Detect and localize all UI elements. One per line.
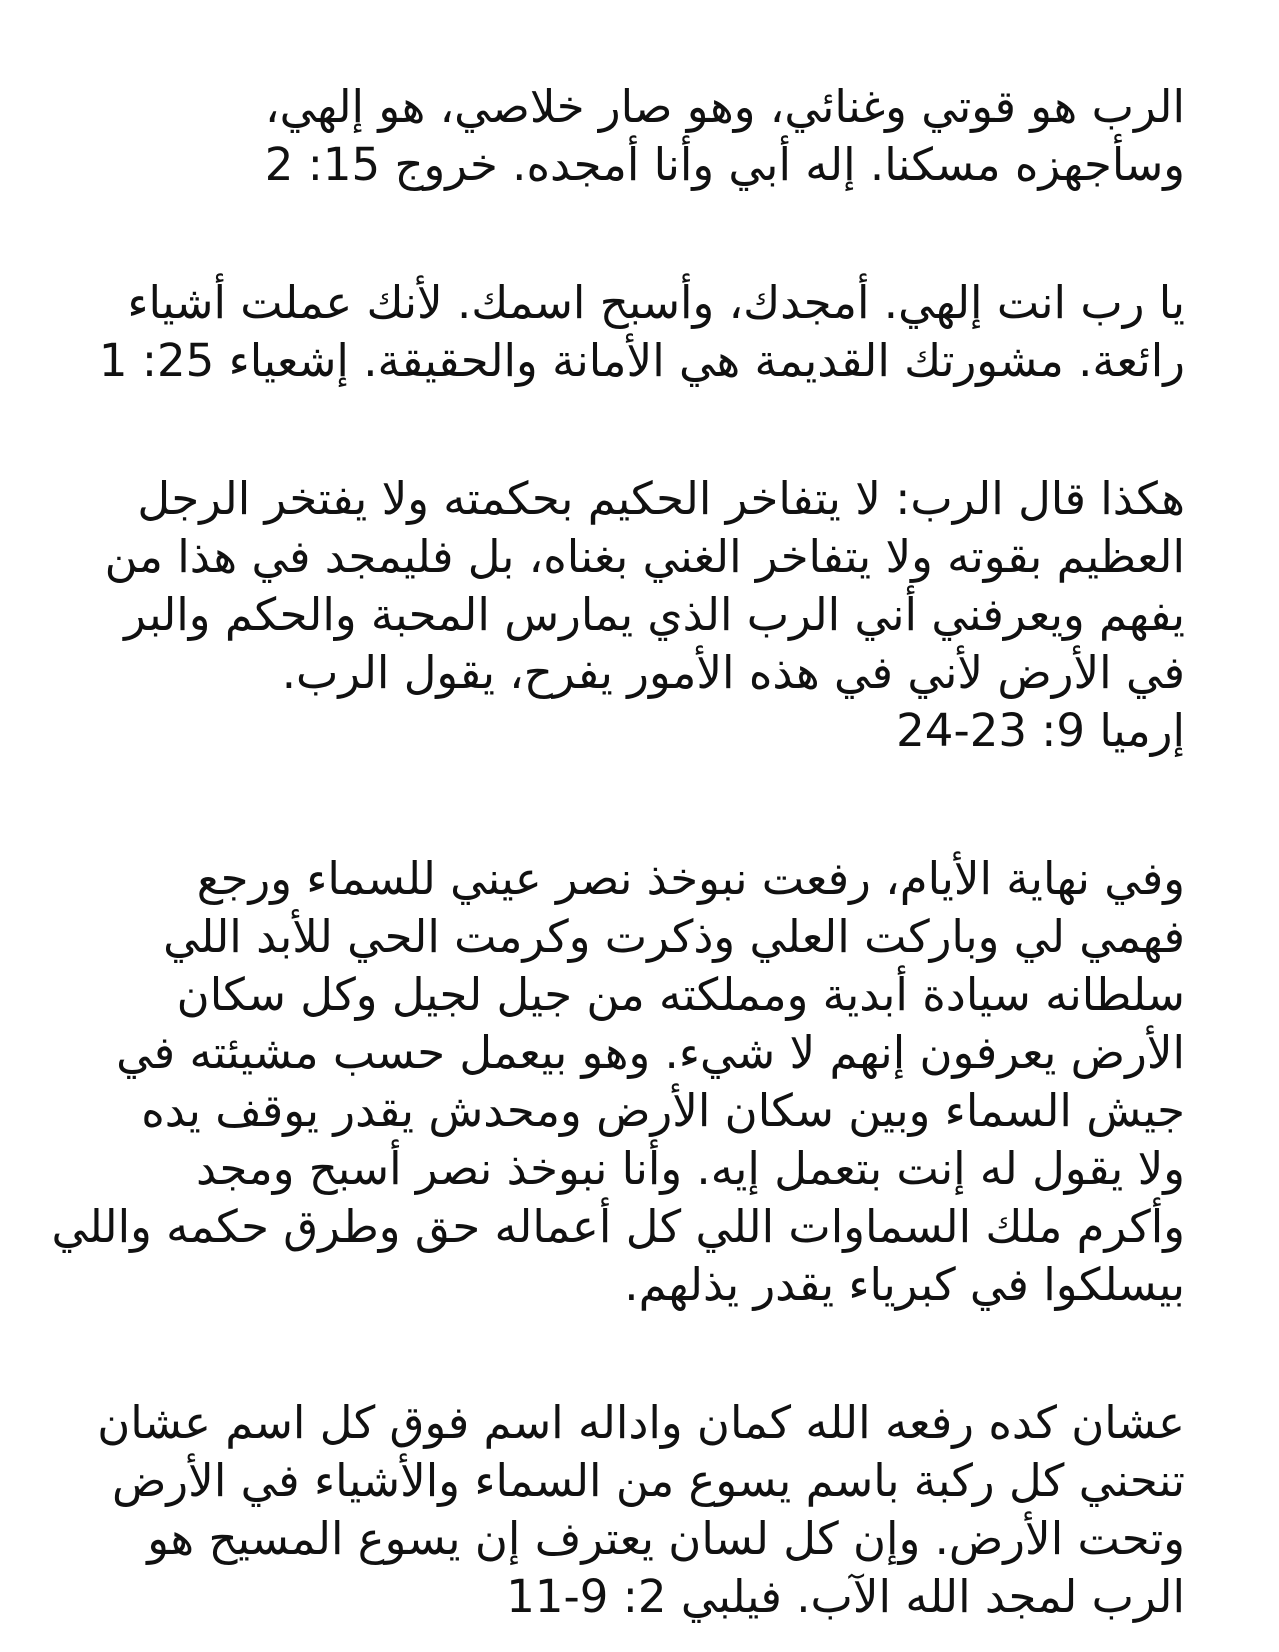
text-line: وفي نهاية الأيام، رفعت نبوخذ نصر عيني للسماء ورجع	[196, 852, 1185, 905]
text-line: الأرض يعرفون إنهم لا شيء. وهو بيعمل حسب مشيئته في	[116, 1026, 1185, 1079]
verse-paragraph-jeremiah	[95, 470, 1185, 760]
text-line: وسأجهزه مسكنا. إله أبي وأنا أمجده. خروج 15: 2	[264, 138, 1185, 191]
text-line: تنحني كل ركبة باسم يسوع من السماء والأشياء في الأرض	[112, 1454, 1185, 1507]
text-line: إرميا 9: 23-24	[896, 704, 1185, 757]
text-line: جيش السماء وبين سكان الأرض ومحدش يقدر يوقف يده	[141, 1084, 1185, 1137]
text-line: وأكرم ملك السماوات اللي كل أعماله حق وطرق حكمه واللي	[51, 1200, 1185, 1253]
verses-text	[51, 78, 1185, 1626]
text-line: العظيم بقوته ولا يتفاخر الغني بغناه، بل فليمجد في هذا من	[104, 530, 1185, 583]
text-line: يا رب انت إلهي. أمجدك، وأسبح اسمك. لأنك عملت أشياء	[127, 276, 1185, 329]
verse-paragraph-isaiah	[95, 274, 1185, 390]
text-line: الرب لمجد الله الآب. فيلبي 2: 9-11	[506, 1570, 1185, 1623]
text-line: رائعة. مشورتك القديمة هي الأمانة والحقيقة. إشعياء 25: 1	[98, 334, 1185, 387]
text-line: ولا يقول له إنت بتعمل إيه. وأنا نبوخذ نصر أسبح ومجد	[195, 1142, 1185, 1195]
verse-paragraph-exodus	[95, 78, 1185, 194]
verse-paragraph-daniel	[51, 850, 1185, 1314]
text-line: وتحت الأرض. وإن كل لسان يعترف إن يسوع المسيح هو	[147, 1512, 1185, 1565]
verse-paragraph-philippians	[95, 1394, 1185, 1626]
text-line: يفهم ويعرفني أني الرب الذي يمارس المحبة والحكم والبر	[124, 588, 1185, 641]
text-line: الرب هو قوتي وغنائي، وهو صار خلاصي، هو إلهي،	[265, 80, 1185, 133]
text-line: بيسلكوا في كبرياء يقدر يذلهم.	[624, 1258, 1185, 1311]
text-line: في الأرض لأني في هذه الأمور يفرح، يقول الرب.	[281, 646, 1185, 699]
text-line: سلطانه سيادة أبدية ومملكته من جيل لجيل وكل سكان	[176, 968, 1185, 1021]
text-line: هكذا قال الرب: لا يتفاخر الحكيم بحكمته ولا يفتخر الرجل	[137, 472, 1185, 525]
text-line: فهمي لي وباركت العلي وذكرت وكرمت الحي للأبد اللي	[163, 910, 1185, 963]
text-line: عشان كده رفعه الله كمان واداله اسم فوق كل اسم عشان	[97, 1396, 1185, 1449]
